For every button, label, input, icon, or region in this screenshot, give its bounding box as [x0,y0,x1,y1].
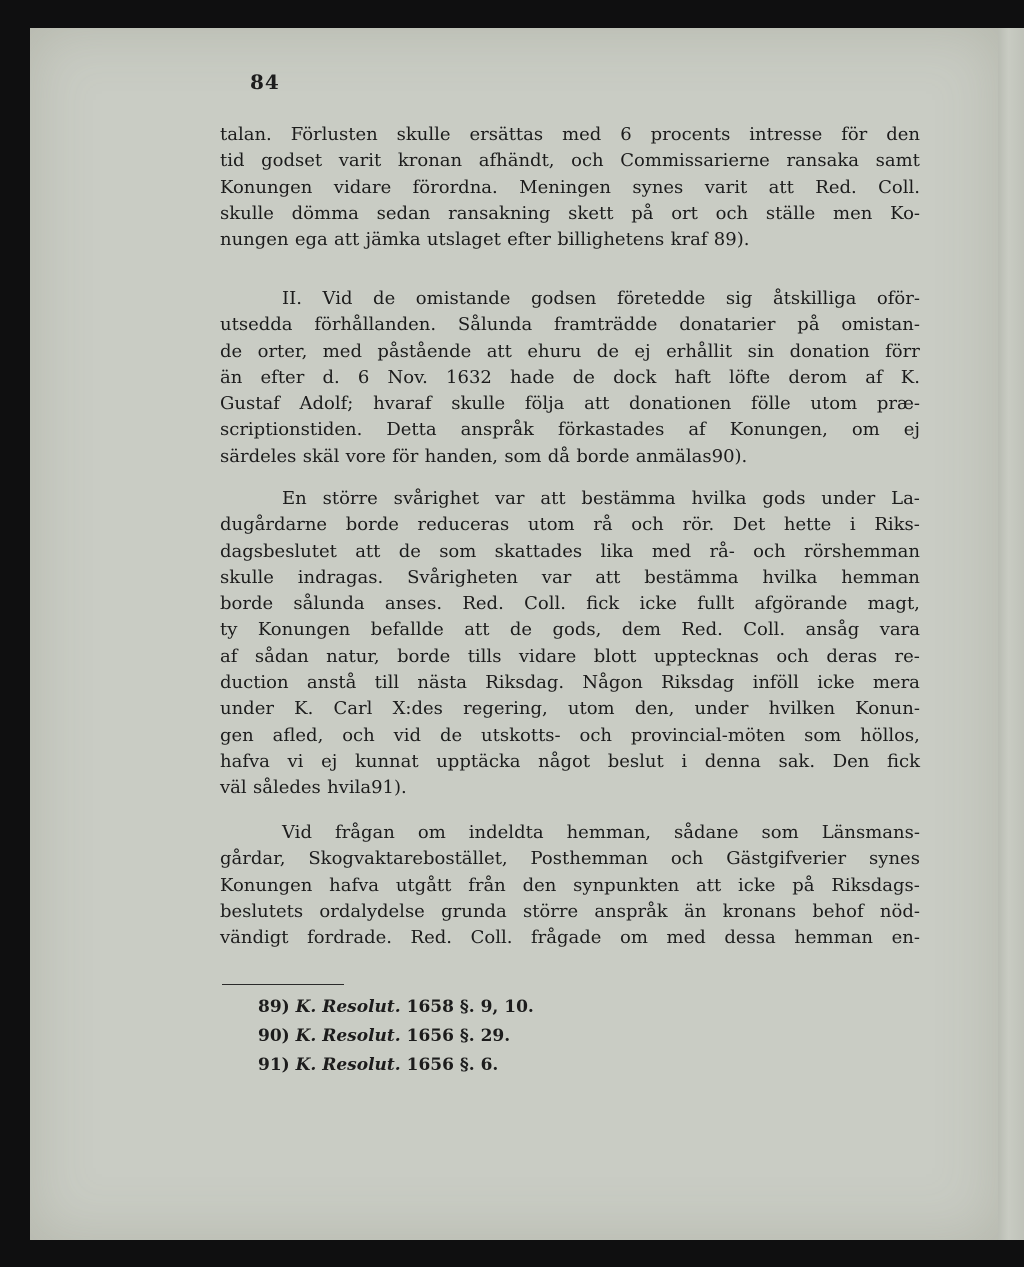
text-line: scriptionstiden. Detta anspråk förkastades af Konungen, om ej [220,419,920,441]
text-line: duction anstå till nästa Riksdag. Någon Riksdag inföll icke mera [220,672,920,694]
text-line: nungen ega att jämka utslaget efter billighetens kraf 89). [220,229,750,251]
text-line: de orter, med påstående att ehuru de ej erhållit sin donation förr [220,340,920,362]
scan-border [0,1240,1024,1267]
footnotes [258,993,534,1080]
text-line: dugårdarne borde reduceras utom rå och rör. Det hette i Riks- [220,514,920,536]
text-line: talan. Förlusten skulle ersättas med 6 procents intresse för den [220,124,920,145]
footnote [258,1051,534,1080]
paragraph-3 [220,486,920,802]
footnote-number: 89) [258,997,296,1017]
footnote-reference: K. Resolut. [295,1055,407,1075]
paragraph-4 [220,820,920,951]
text-line: dagsbeslutet att de som skattades lika med rå- och rörshemman [220,540,920,562]
text-line: Konungen vidare förordna. Meningen synes varit att Red. Coll. [220,176,920,198]
text-line: utsedda förhållanden. Sålunda framträdde donatarier på omistan- [220,314,920,336]
text-line: gårdar, Skogvaktarebostället, Posthemman och Gästgifverier synes [220,848,920,870]
paragraph-1 [220,122,920,253]
text-line: beslutets ordalydelse grunda större anspråk än kronans behof nöd- [220,900,920,922]
footnote-detail: 1656 §. 29. [406,1026,511,1046]
footnote-reference: K. Resolut. [295,1026,407,1046]
page-edge [998,28,1024,1267]
text-line: ty Konungen befallde att de gods, dem Red. Coll. ansåg vara [220,619,920,641]
text-line: Konungen hafva utgått från den synpunkten att icke på Riksdags- [220,874,920,896]
footnote [258,993,534,1022]
page-number: 84 [250,70,280,94]
footnote-number: 91) [258,1055,296,1075]
paragraph-2 [220,286,920,470]
text-line: väl således hvila91). [220,777,407,799]
text-line: gen afled, och vid de utskotts- och provincial-möten som höllos, [220,724,920,746]
text-line: borde sålunda anses. Red. Coll. fick icke fullt afgörande magt, [220,593,920,615]
text-line: under K. Carl X:des regering, utom den, under hvilken Konun- [220,698,920,720]
footnote [258,1022,534,1051]
footnote-reference: K. Resolut. [295,997,407,1017]
footnote-detail: 1656 §. 6. [406,1055,499,1075]
text-line: Vid frågan om indeldta hemman, sådane som Länsmans- [282,822,920,843]
text-line: vändigt fordrade. Red. Coll. frågade om med dessa hemman en- [220,927,920,949]
text-line: tid godset varit kronan afhändt, och Commissarierne ransaka samt [220,150,920,172]
footnote-divider [222,984,344,985]
text-line: Gustaf Adolf; hvaraf skulle följa att donationen fölle utom præ- [220,393,920,415]
text-line: skulle dömma sedan ransakning skett på ort och ställe men Ko- [220,202,920,224]
text-line: särdeles skäl vore för handen, som då borde anmälas90). [220,445,748,467]
footnote-number: 90) [258,1026,296,1046]
text-line: skulle indragas. Svårigheten var att bestämma hvilka hemman [220,566,920,588]
text-line: än efter d. 6 Nov. 1632 hade de dock haft löfte derom af K. [220,366,920,388]
text-line: hafva vi ej kunnat upptäcka något beslut i denna sak. Den fick [220,750,920,772]
footnote-detail: 1658 §. 9, 10. [406,997,534,1017]
text-line: En större svårighet var att bestämma hvilka gods under La- [282,488,920,509]
text-line: af sådan natur, borde tills vidare blott upptecknas och deras re- [220,645,920,667]
text-line: II. Vid de omistande godsen företedde sig åtskilliga oför- [282,288,920,309]
